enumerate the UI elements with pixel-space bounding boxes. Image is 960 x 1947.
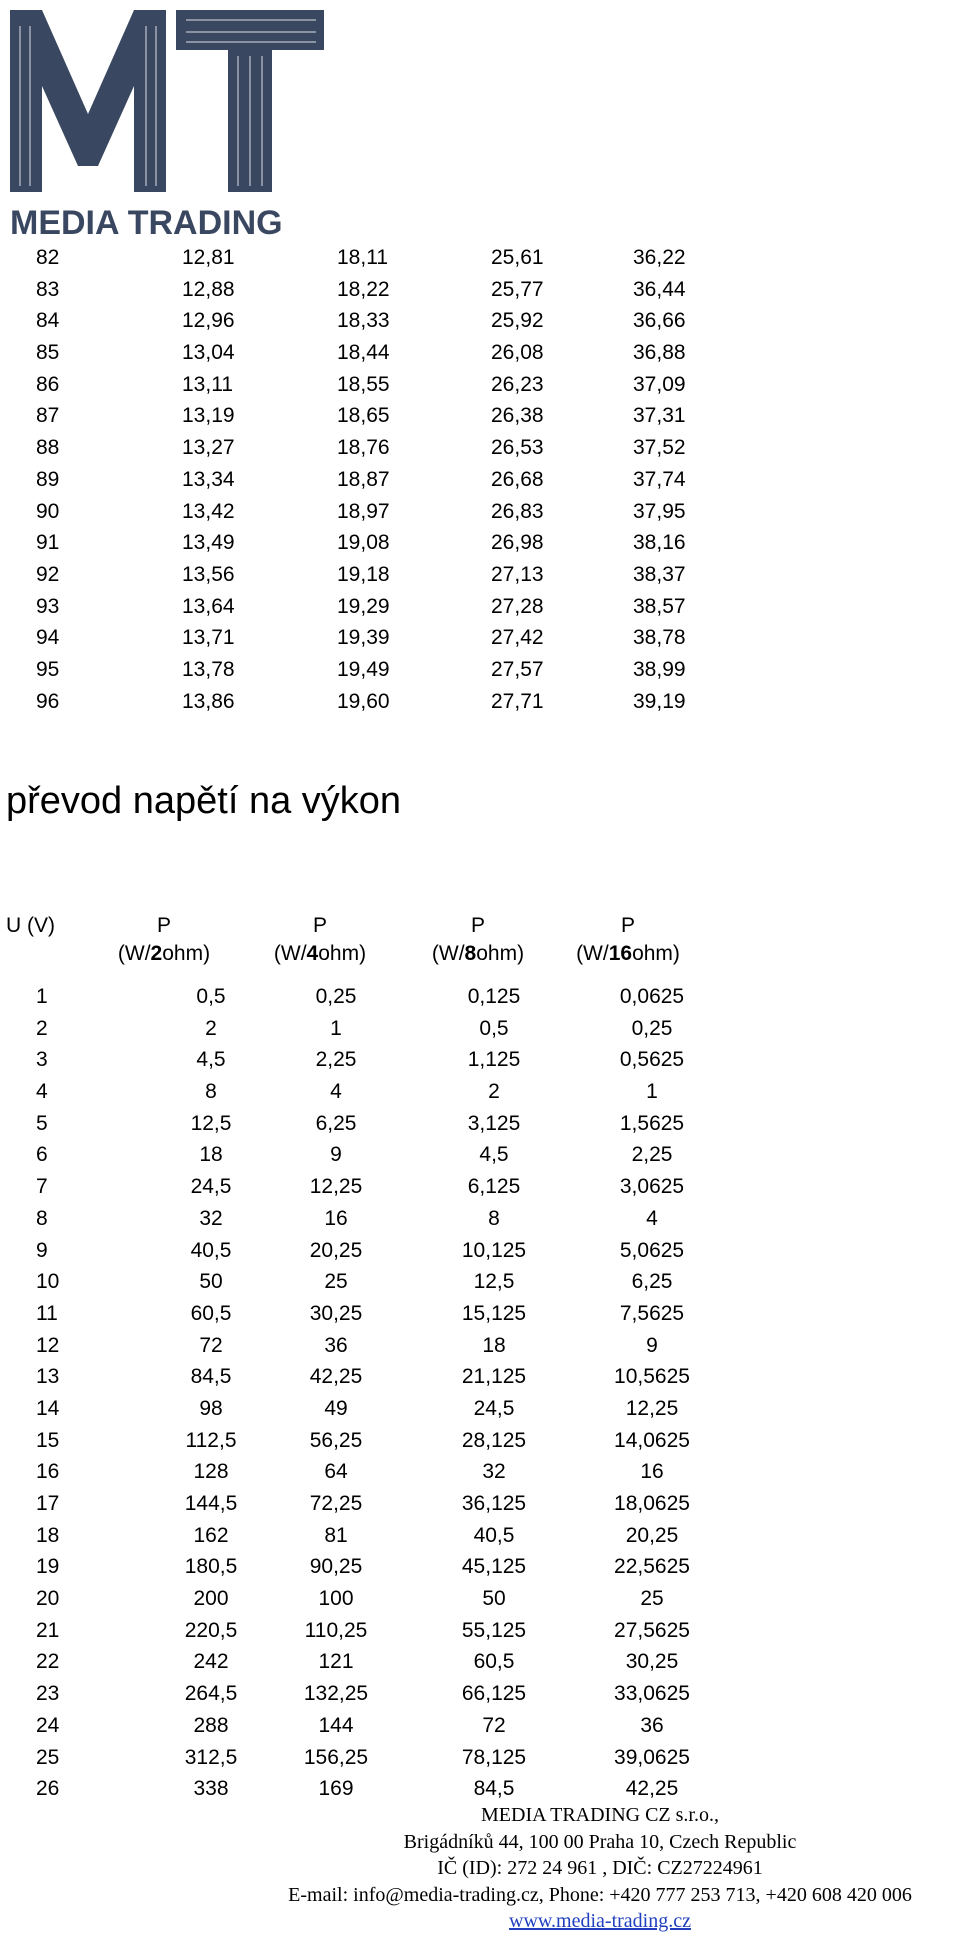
- table-cell: 18,65: [337, 404, 390, 428]
- table-cell: 100: [318, 1587, 354, 1611]
- table-cell: 121: [318, 1650, 354, 1674]
- table-cell: 1,125: [467, 1048, 521, 1072]
- table-cell: 27,13: [491, 562, 544, 586]
- table-row: [0, 1742, 720, 1774]
- table-cell: 36,66: [633, 309, 686, 333]
- table-cell: 64: [324, 1460, 348, 1484]
- table-cell: 9: [330, 1143, 342, 1167]
- table-row: [0, 1520, 720, 1552]
- table-cell: 84,5: [473, 1777, 515, 1801]
- table-cell: 12,88: [182, 277, 235, 301]
- table-cell: 13,56: [182, 562, 235, 586]
- table-cell: 4,5: [196, 1048, 226, 1072]
- table-cell: 32: [199, 1206, 223, 1230]
- table-row: [0, 1425, 720, 1457]
- table-cell: 18: [482, 1333, 506, 1357]
- table-cell: 9: [36, 1238, 48, 1262]
- table-row: [0, 527, 720, 559]
- table-cell: 25: [36, 1745, 60, 1769]
- table-row: [0, 622, 720, 654]
- table-row: [0, 1646, 720, 1678]
- table-cell: 2,25: [315, 1048, 357, 1072]
- table-cell: 1: [646, 1080, 658, 1104]
- table-cell: 13: [36, 1365, 60, 1389]
- table-cell: 169: [318, 1777, 354, 1801]
- table-cell: 10: [36, 1270, 60, 1294]
- table-cell: 24: [36, 1713, 60, 1737]
- table-cell: 180,5: [184, 1555, 238, 1579]
- table-cell: 89: [36, 467, 60, 491]
- table-cell: 144,5: [184, 1492, 238, 1515]
- table-cell: 220,5: [184, 1618, 238, 1642]
- table-cell: 60,5: [473, 1650, 515, 1674]
- table-cell: 6,25: [315, 1111, 357, 1135]
- table-cell: 40,5: [190, 1238, 232, 1262]
- table-cell: 83: [36, 277, 60, 301]
- table-cell: 13,78: [182, 657, 235, 681]
- table-row: [0, 1615, 720, 1647]
- footer-website-link[interactable]: www.media-trading.cz: [509, 1910, 691, 1932]
- table-row: [0, 686, 720, 718]
- table-cell: 37,31: [633, 404, 686, 428]
- table-row: [0, 1013, 720, 1045]
- table-cell: 7: [36, 1175, 48, 1199]
- table-cell: 288: [193, 1713, 229, 1737]
- table-cell: 84: [36, 309, 60, 333]
- table-cell: 36: [640, 1713, 664, 1737]
- table-cell: 0,25: [315, 985, 357, 1008]
- table-cell: 26: [36, 1777, 60, 1801]
- footer-contact: E-mail: info@media-trading.cz, Phone: +420 777 253 713, +420 608 420 006: [288, 1883, 912, 1906]
- table-cell: 25: [324, 1270, 348, 1294]
- table-cell: 200: [193, 1587, 229, 1611]
- table-cell: 18: [199, 1143, 223, 1167]
- table-cell: 26,68: [491, 467, 544, 491]
- table-cell: 3,0625: [619, 1175, 685, 1199]
- table-cell: 21,125: [461, 1365, 527, 1389]
- table-cell: 3: [36, 1048, 48, 1072]
- table-cell: 1,5625: [619, 1111, 685, 1135]
- table-cell: 72: [199, 1333, 223, 1357]
- table-row: [0, 591, 720, 623]
- table-cell: 91: [36, 531, 60, 555]
- table-cell: 84,5: [190, 1365, 232, 1389]
- table-cell: 10,125: [461, 1238, 527, 1262]
- table-cell: 38,57: [633, 594, 686, 618]
- table-cell: 96: [36, 689, 60, 713]
- table-cell: 2: [488, 1080, 500, 1104]
- table-row: [0, 1235, 720, 1267]
- table-cell: 37,52: [633, 436, 686, 460]
- table-row: [0, 1044, 720, 1076]
- table-cell: 264,5: [184, 1682, 238, 1706]
- table-cell: 13,49: [182, 531, 235, 555]
- table-cell: 0,5: [196, 985, 226, 1008]
- header-power-8ohm: P (W/8ohm): [431, 914, 525, 965]
- table-cell: 1: [330, 1016, 342, 1040]
- table-cell: 19,29: [337, 594, 390, 618]
- table-cell: 85: [36, 341, 60, 365]
- table-cell: 18,55: [337, 372, 390, 396]
- voltage-table-continued: [0, 242, 720, 717]
- table-cell: 16: [36, 1460, 60, 1484]
- table-cell: 27,5625: [614, 1618, 690, 1642]
- table-cell: 27,42: [491, 626, 544, 650]
- table-row: [0, 1139, 720, 1171]
- table-cell: 10,5625: [614, 1365, 690, 1389]
- table-row: [0, 242, 720, 274]
- table-cell: 5: [36, 1111, 48, 1135]
- table-row: [0, 1583, 720, 1615]
- header-power-2ohm: P (W/2ohm): [117, 914, 211, 965]
- table-cell: 6,125: [467, 1175, 521, 1199]
- table-cell: 128: [193, 1460, 229, 1484]
- table-cell: 37,74: [633, 467, 686, 491]
- footer-ids: IČ (ID): 272 24 961 , DIČ: CZ27224961: [437, 1857, 763, 1879]
- power-table-header: [0, 912, 720, 978]
- footer-address: Brigádníků 44, 100 00 Praha 10, Czech Republic: [403, 1830, 797, 1853]
- table-cell: 93: [36, 594, 60, 618]
- table-cell: 18,0625: [614, 1492, 690, 1515]
- header-power-4ohm: P (W/4ohm): [273, 914, 367, 965]
- table-cell: 95: [36, 657, 60, 681]
- brand-wordmark: MEDIA TRADING: [10, 204, 283, 242]
- table-cell: 110,25: [304, 1618, 368, 1642]
- table-cell: 4,5: [479, 1143, 509, 1167]
- table-cell: 0,25: [631, 1016, 673, 1040]
- table-cell: 2,25: [631, 1143, 673, 1167]
- table-cell: 28,125: [461, 1428, 527, 1452]
- table-cell: 19,39: [337, 626, 390, 650]
- table-cell: 36,44: [633, 277, 686, 301]
- table-cell: 18,33: [337, 309, 390, 333]
- table-cell: 14: [36, 1396, 60, 1420]
- table-cell: 42,25: [625, 1777, 679, 1801]
- table-cell: 24,5: [190, 1175, 232, 1199]
- table-row: [0, 305, 720, 337]
- table-cell: 112,5: [185, 1428, 237, 1452]
- table-cell: 38,78: [633, 626, 686, 650]
- table-cell: 20: [36, 1587, 60, 1611]
- table-cell: 27,28: [491, 594, 544, 618]
- table-cell: 18,76: [337, 436, 390, 460]
- table-cell: 1: [36, 985, 48, 1008]
- table-row: [0, 559, 720, 591]
- table-cell: 8: [205, 1080, 217, 1104]
- table-cell: 0,125: [467, 985, 521, 1008]
- table-cell: 242: [193, 1650, 229, 1674]
- table-cell: 8: [36, 1206, 48, 1230]
- table-cell: 30,25: [309, 1301, 363, 1325]
- table-cell: 38,99: [633, 657, 686, 681]
- table-cell: 19: [36, 1555, 60, 1579]
- table-cell: 3,125: [467, 1111, 521, 1135]
- table-cell: 78,125: [461, 1745, 527, 1769]
- table-cell: 12,81: [182, 246, 235, 269]
- table-cell: 2: [205, 1016, 217, 1040]
- table-cell: 39,19: [633, 689, 686, 713]
- table-cell: 50: [199, 1270, 223, 1294]
- table-cell: 38,16: [633, 531, 686, 555]
- table-cell: 15: [36, 1428, 60, 1452]
- table-cell: 50: [482, 1587, 506, 1611]
- table-cell: 36: [324, 1333, 348, 1357]
- table-cell: 4: [36, 1080, 48, 1104]
- table-row: [0, 1076, 720, 1108]
- table-row: [0, 1171, 720, 1203]
- table-cell: 16: [324, 1206, 348, 1230]
- table-cell: 12: [36, 1333, 60, 1357]
- table-cell: 5,0625: [619, 1238, 685, 1262]
- table-cell: 18,87: [337, 467, 390, 491]
- table-cell: 36,125: [461, 1492, 527, 1515]
- table-cell: 60,5: [190, 1301, 232, 1325]
- table-cell: 30,25: [625, 1650, 679, 1674]
- table-cell: 12,5: [473, 1270, 515, 1294]
- table-cell: 13,27: [182, 436, 235, 460]
- table-cell: 37,09: [633, 372, 686, 396]
- table-row: [0, 337, 720, 369]
- table-cell: 23: [36, 1682, 60, 1706]
- table-cell: 18: [36, 1523, 60, 1547]
- table-cell: 87: [36, 404, 60, 428]
- table-cell: 144: [318, 1713, 354, 1737]
- table-cell: 82: [36, 246, 60, 269]
- table-cell: 2: [36, 1016, 48, 1040]
- footer-company: MEDIA TRADING CZ s.r.o.,: [481, 1804, 719, 1826]
- table-cell: 8: [488, 1206, 500, 1230]
- table-cell: 45,125: [461, 1555, 527, 1579]
- table-row: [0, 464, 720, 496]
- table-cell: 18,97: [337, 499, 390, 523]
- table-cell: 24,5: [473, 1396, 515, 1420]
- table-cell: 19,08: [337, 531, 390, 555]
- table-row: [0, 1298, 720, 1330]
- table-row: [0, 1678, 720, 1710]
- table-cell: 27,57: [491, 657, 544, 681]
- table-cell: 26,38: [491, 404, 544, 428]
- table-cell: 33,0625: [614, 1682, 690, 1706]
- table-row: [0, 369, 720, 401]
- table-row: [0, 654, 720, 686]
- table-cell: 13,42: [182, 499, 235, 523]
- table-cell: 25,61: [491, 246, 544, 269]
- table-cell: 19,60: [337, 689, 390, 713]
- table-cell: 4: [330, 1080, 342, 1104]
- table-cell: 18,22: [337, 277, 390, 301]
- table-cell: 12,96: [182, 309, 235, 333]
- table-cell: 18,11: [337, 246, 388, 269]
- table-cell: 12,5: [190, 1111, 232, 1135]
- table-cell: 312,5: [184, 1745, 238, 1769]
- table-cell: 26,53: [491, 436, 544, 460]
- table-cell: 81: [324, 1523, 348, 1547]
- table-cell: 12,25: [625, 1396, 679, 1420]
- table-cell: 26,83: [491, 499, 544, 523]
- table-row: [0, 1361, 720, 1393]
- table-cell: 19,18: [337, 562, 390, 586]
- table-cell: 162: [193, 1523, 229, 1547]
- table-cell: 90: [36, 499, 60, 523]
- table-cell: 42,25: [309, 1365, 363, 1389]
- table-cell: 13,04: [182, 341, 235, 365]
- table-cell: 66,125: [461, 1682, 527, 1706]
- table-cell: 6,25: [631, 1270, 673, 1294]
- table-cell: 25,77: [491, 277, 544, 301]
- power-table: [0, 981, 720, 1805]
- table-row: [0, 496, 720, 528]
- table-cell: 13,11: [182, 372, 233, 396]
- table-cell: 90,25: [309, 1555, 363, 1579]
- table-cell: 40,5: [473, 1523, 515, 1547]
- table-row: [0, 1203, 720, 1235]
- table-row: [0, 1551, 720, 1583]
- table-cell: 55,125: [461, 1618, 527, 1642]
- table-cell: 20,25: [625, 1523, 679, 1547]
- table-cell: 39,0625: [614, 1745, 690, 1769]
- table-row: [0, 1266, 720, 1298]
- table-cell: 98: [199, 1396, 223, 1420]
- table-cell: 20,25: [309, 1238, 363, 1262]
- table-cell: 132,25: [303, 1682, 369, 1706]
- table-cell: 25,92: [491, 309, 544, 333]
- table-row: [0, 1108, 720, 1140]
- table-cell: 16: [640, 1460, 664, 1484]
- company-logo: [6, 6, 326, 242]
- table-cell: 36,88: [633, 341, 686, 365]
- table-row: [0, 1710, 720, 1742]
- table-cell: 12,25: [309, 1175, 363, 1199]
- table-cell: 156,25: [303, 1745, 369, 1769]
- table-cell: 38,37: [633, 562, 686, 586]
- table-row: [0, 1488, 720, 1520]
- table-cell: 92: [36, 562, 60, 586]
- table-cell: 21: [36, 1618, 60, 1642]
- table-cell: 22: [36, 1650, 60, 1674]
- table-cell: 17: [36, 1492, 60, 1515]
- table-cell: 13,71: [182, 626, 235, 650]
- table-row: [0, 1456, 720, 1488]
- table-cell: 19,49: [337, 657, 390, 681]
- table-cell: 72,25: [309, 1492, 363, 1515]
- table-cell: 56,25: [309, 1428, 363, 1452]
- table-cell: 7,5625: [619, 1301, 685, 1325]
- table-cell: 15,125: [461, 1301, 527, 1325]
- table-cell: 13,64: [182, 594, 235, 618]
- table-row: [0, 1773, 720, 1805]
- table-cell: 25: [640, 1587, 664, 1611]
- table-cell: 26,08: [491, 341, 544, 365]
- table-cell: 72: [482, 1713, 506, 1737]
- table-row: [0, 274, 720, 306]
- table-cell: 0,0625: [619, 985, 685, 1008]
- table-cell: 27,71: [491, 689, 544, 713]
- table-row: [0, 1330, 720, 1362]
- table-cell: 0,5: [479, 1016, 509, 1040]
- table-cell: 26,23: [491, 372, 544, 396]
- table-cell: 36,22: [633, 246, 686, 269]
- table-row: [0, 400, 720, 432]
- table-cell: 26,98: [491, 531, 544, 555]
- table-cell: 0,5625: [619, 1048, 685, 1072]
- table-row: [0, 981, 720, 1013]
- table-cell: 37,95: [633, 499, 686, 523]
- table-cell: 18,44: [337, 341, 390, 365]
- table-cell: 94: [36, 626, 60, 650]
- table-cell: 13,19: [182, 404, 235, 428]
- table-cell: 11: [36, 1301, 58, 1325]
- table-cell: 49: [324, 1396, 348, 1420]
- table-cell: 32: [482, 1460, 506, 1484]
- section-title: převod napětí na výkon: [6, 780, 402, 822]
- table-cell: 14,0625: [614, 1428, 690, 1452]
- table-cell: 6: [36, 1143, 48, 1167]
- table-cell: 22,5625: [614, 1555, 690, 1579]
- header-power-16ohm: P (W/16ohm): [576, 914, 680, 965]
- table-cell: 4: [646, 1206, 658, 1230]
- table-cell: 9: [646, 1333, 658, 1357]
- table-cell: 88: [36, 436, 60, 460]
- header-voltage: U (V): [6, 914, 55, 937]
- table-cell: 86: [36, 372, 60, 396]
- table-cell: 13,34: [182, 467, 235, 491]
- table-cell: 338: [193, 1777, 229, 1801]
- company-footer: [240, 1802, 960, 1935]
- table-row: [0, 432, 720, 464]
- table-cell: 13,86: [182, 689, 235, 713]
- table-row: [0, 1393, 720, 1425]
